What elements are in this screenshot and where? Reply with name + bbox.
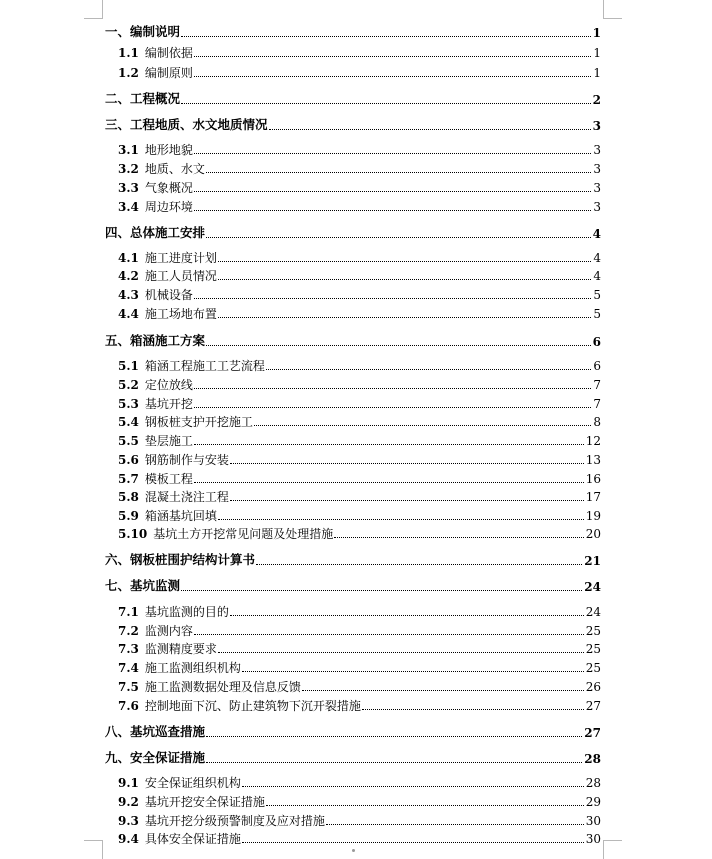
- toc-section-entry[interactable]: [118, 435, 601, 447]
- toc-entry-title: 安全保证组织机构: [144, 776, 241, 790]
- toc-page-number: 1: [593, 66, 601, 80]
- toc-dot-leader: [326, 824, 584, 825]
- toc-dot-leader: [230, 615, 584, 616]
- toc-dot-leader: [334, 537, 583, 538]
- toc-dot-leader: [194, 191, 591, 192]
- toc-page-number: 24: [584, 579, 601, 594]
- toc-section-entry[interactable]: [118, 777, 601, 789]
- toc-page-number: 30: [585, 814, 601, 828]
- toc-section-entry[interactable]: [118, 379, 601, 391]
- toc-dot-leader: [230, 463, 584, 464]
- toc-entry-title: 施工人员情况: [144, 269, 217, 283]
- toc-dot-leader: [194, 76, 591, 77]
- toc-entry-number: 5.6: [118, 453, 139, 467]
- toc-dot-leader: [181, 36, 591, 37]
- toc-entry-title: 基坑开挖: [144, 397, 193, 411]
- toc-page-number: 21: [584, 553, 601, 568]
- toc-chapter-entry[interactable]: [105, 227, 601, 240]
- toc-section-entry[interactable]: [118, 681, 601, 693]
- toc-page-number: 30: [585, 832, 601, 846]
- toc-dot-leader: [206, 762, 582, 763]
- toc-entry-title: 模板工程: [144, 472, 193, 486]
- toc-section-entry[interactable]: [118, 398, 601, 410]
- toc-entry-number: 9.2: [118, 795, 139, 809]
- toc-entry-title: 九、安全保证措施: [105, 750, 206, 765]
- toc-entry-title: 定位放线: [144, 378, 193, 392]
- toc-dot-leader: [181, 590, 582, 591]
- toc-page-number: 17: [585, 490, 601, 504]
- toc-dot-leader: [302, 690, 584, 691]
- toc-page-number: 27: [585, 699, 601, 713]
- toc-entry-number: 5.3: [118, 397, 139, 411]
- toc-dot-leader: [242, 786, 584, 787]
- toc-section-entry[interactable]: [118, 201, 601, 213]
- toc-chapter-entry[interactable]: [105, 119, 601, 132]
- toc-section-entry[interactable]: [118, 833, 601, 845]
- toc-entry-number: 9.1: [118, 776, 139, 790]
- toc-chapter-entry[interactable]: [105, 26, 601, 39]
- toc-dot-leader: [218, 279, 591, 280]
- toc-entry-title: 基坑开挖安全保证措施: [144, 795, 265, 809]
- toc-section-entry[interactable]: [118, 308, 601, 320]
- toc-dot-leader: [266, 369, 591, 370]
- toc-entry-title: 八、基坑巡查措施: [105, 724, 206, 739]
- toc-page-number: 12: [585, 434, 601, 448]
- toc-entry-number: 4.2: [118, 269, 139, 283]
- toc-page-number: 25: [585, 624, 601, 638]
- toc-entry-number: 5.5: [118, 434, 139, 448]
- toc-section-entry[interactable]: [118, 796, 601, 808]
- toc-dot-leader: [194, 56, 591, 57]
- toc-dot-leader: [362, 709, 584, 710]
- toc-page-number: 28: [585, 776, 601, 790]
- toc-entry-number: 4.3: [118, 288, 139, 302]
- toc-dot-leader: [194, 298, 591, 299]
- toc-entry-number: 7.2: [118, 624, 139, 638]
- toc-entry-number: 7.1: [118, 605, 139, 619]
- toc-entry-title: 基坑土方开挖常见问题及处理措施: [153, 527, 334, 541]
- toc-entry-title: 七、基坑监测: [105, 578, 181, 593]
- toc-page-number: 19: [585, 509, 601, 523]
- toc-section-entry[interactable]: [118, 662, 601, 674]
- toc-page-number: 3: [593, 200, 601, 214]
- toc-page-number: 27: [584, 725, 601, 740]
- toc-dot-leader: [206, 237, 591, 238]
- toc-section-entry[interactable]: [118, 270, 601, 282]
- toc-chapter-entry[interactable]: [105, 726, 601, 739]
- toc-entry-title: 机械设备: [144, 288, 193, 302]
- toc-dot-leader: [194, 444, 584, 445]
- toc-dot-leader: [194, 210, 591, 211]
- toc-page-number: 3: [593, 162, 601, 176]
- toc-entry-title: 监测内容: [144, 624, 193, 638]
- toc-section-entry[interactable]: [118, 528, 601, 540]
- toc-dot-leader: [194, 407, 591, 408]
- toc-entry-title: 垫层施工: [144, 434, 193, 448]
- toc-entry-number: 3.3: [118, 181, 139, 195]
- toc-page-number: 1: [592, 25, 601, 40]
- toc-page-number: 13: [585, 453, 601, 467]
- toc-section-entry[interactable]: [118, 144, 601, 156]
- toc-section-entry[interactable]: [118, 815, 601, 827]
- toc-entry-title: 编制依据: [144, 46, 193, 60]
- toc-entry-number: 7.3: [118, 642, 139, 656]
- toc-dot-leader: [230, 500, 584, 501]
- toc-page-number: 5: [593, 307, 601, 321]
- toc-page-number: 25: [585, 642, 601, 656]
- toc-section-entry[interactable]: [118, 182, 601, 194]
- toc-entry-title: 箱涵基坑回填: [144, 509, 217, 523]
- toc-dot-leader: [206, 736, 582, 737]
- toc-entry-title: 钢筋制作与安装: [144, 453, 229, 467]
- toc-dot-leader: [256, 564, 582, 565]
- toc-chapter-entry[interactable]: [105, 93, 601, 106]
- toc-page-number: 24: [585, 605, 601, 619]
- toc-page-number: 26: [585, 680, 601, 694]
- toc-page-number: 3: [593, 143, 601, 157]
- toc-section-entry[interactable]: [118, 67, 601, 79]
- toc-page-number: 3: [593, 181, 601, 195]
- toc-entry-title: 基坑监测的目的: [144, 605, 229, 619]
- toc-entry-number: 4.4: [118, 307, 139, 321]
- toc-entry-title: 四、总体施工安排: [105, 225, 206, 240]
- toc-dot-leader: [194, 482, 584, 483]
- toc-dot-leader: [194, 634, 584, 635]
- toc-page-number: 16: [585, 472, 601, 486]
- toc-dot-leader: [218, 317, 591, 318]
- toc-entry-number: 5.1: [118, 359, 139, 373]
- toc-dot-leader: [242, 671, 584, 672]
- toc-section-entry[interactable]: [118, 510, 601, 522]
- toc-entry-title: 施工场地布置: [144, 307, 217, 321]
- toc-dot-leader: [181, 103, 591, 104]
- toc-chapter-entry[interactable]: [105, 554, 601, 567]
- toc-dot-leader: [194, 153, 591, 154]
- toc-entry-number: 5.10: [118, 527, 148, 541]
- toc-entry-number: 9.3: [118, 814, 139, 828]
- toc-section-entry[interactable]: [118, 252, 601, 264]
- toc-entry-number: 7.4: [118, 661, 139, 675]
- toc-entry-number: 4.1: [118, 251, 139, 265]
- toc-chapter-entry[interactable]: [105, 752, 601, 765]
- toc-dot-leader: [194, 388, 591, 389]
- toc-entry-title: 施工监测组织机构: [144, 661, 241, 675]
- toc-dot-leader: [266, 805, 584, 806]
- toc-page-number: 28: [584, 751, 601, 766]
- toc-entry-title: 地质、水文: [144, 162, 205, 176]
- toc-entry-number: 5.4: [118, 415, 139, 429]
- toc-page-number: 3: [592, 118, 601, 133]
- toc-entry-number: 1.2: [118, 66, 139, 80]
- toc-section-entry[interactable]: [118, 491, 601, 503]
- toc-entry-title: 地形地貌: [144, 143, 193, 157]
- toc-page-number: 20: [585, 527, 601, 541]
- toc-dot-leader: [218, 519, 584, 520]
- toc-section-entry[interactable]: [118, 47, 601, 59]
- toc-page-number: 4: [593, 251, 601, 265]
- toc-section-entry[interactable]: [118, 163, 601, 175]
- toc-entry-title: 监测精度要求: [144, 642, 217, 656]
- toc-dot-leader: [218, 261, 591, 262]
- toc-chapter-entry[interactable]: [105, 335, 601, 348]
- toc-entry-number: 5.7: [118, 472, 139, 486]
- toc-section-entry[interactable]: [118, 289, 601, 301]
- toc-entry-number: 5.8: [118, 490, 139, 504]
- toc-section-entry[interactable]: [118, 416, 601, 428]
- toc-entry-number: 5.9: [118, 509, 139, 523]
- toc-section-entry[interactable]: [118, 625, 601, 637]
- toc-entry-title: 钢板桩支护开挖施工: [144, 415, 253, 429]
- toc-entry-number: 3.1: [118, 143, 139, 157]
- toc-entry-number: 3.2: [118, 162, 139, 176]
- toc-page-number: 6: [592, 334, 601, 349]
- toc-page-number: 7: [593, 378, 601, 392]
- toc-dot-leader: [218, 652, 584, 653]
- toc-page-number: 25: [585, 661, 601, 675]
- toc-dot-leader: [206, 172, 591, 173]
- toc-entry-title: 五、箱涵施工方案: [105, 333, 206, 348]
- toc-entry-title: 周边环境: [144, 200, 193, 214]
- toc-entry-title: 箱涵工程施工工艺流程: [144, 359, 265, 373]
- toc-entry-number: 1.1: [118, 46, 139, 60]
- toc-entry-title: 气象概况: [144, 181, 193, 195]
- toc-entry-title: 六、钢板桩围护结构计算书: [105, 552, 256, 567]
- toc-entry-number: 3.4: [118, 200, 139, 214]
- toc-entry-title: 基坑开挖分级预警制度及应对措施: [144, 814, 325, 828]
- toc-entry-number: 7.6: [118, 699, 139, 713]
- toc-entry-title: 编制原则: [144, 66, 193, 80]
- toc-page-number: 4: [592, 226, 601, 241]
- toc-dot-leader: [242, 842, 584, 843]
- toc-page-number: 1: [593, 46, 601, 60]
- toc-dot-leader: [269, 129, 591, 130]
- toc-entry-title: 施工监测数据处理及信息反馈: [144, 680, 301, 694]
- toc-entry-title: 混凝土浇注工程: [144, 490, 229, 504]
- toc-section-entry[interactable]: [118, 643, 601, 655]
- toc-entry-title: 控制地面下沉、防止建筑物下沉开裂措施: [144, 699, 361, 713]
- toc-entry-number: 7.5: [118, 680, 139, 694]
- toc-dot-leader: [206, 345, 591, 346]
- toc-chapter-entry[interactable]: [105, 580, 601, 593]
- toc-page-number: 5: [593, 288, 601, 302]
- toc-section-entry[interactable]: [118, 606, 601, 618]
- toc-entry-number: 5.2: [118, 378, 139, 392]
- toc-page-number: 29: [585, 795, 601, 809]
- toc-page-number: 8: [593, 415, 601, 429]
- toc-entry-title: 二、工程概况: [105, 91, 181, 106]
- toc-entry-title: 具体安全保证措施: [144, 832, 241, 846]
- toc-dot-leader: [254, 425, 591, 426]
- toc-page-number: 7: [593, 397, 601, 411]
- toc-entry-title: 施工进度计划: [144, 251, 217, 265]
- toc-page-number: 2: [592, 92, 601, 107]
- toc-entry-number: 9.4: [118, 832, 139, 846]
- toc-page-number: 4: [593, 269, 601, 283]
- toc-entry-title: 一、编制说明: [105, 24, 181, 39]
- toc-section-entry[interactable]: [118, 700, 601, 712]
- toc-section-entry[interactable]: [118, 360, 601, 372]
- toc-section-entry[interactable]: [118, 454, 601, 466]
- toc-entry-title: 三、工程地质、水文地质情况: [105, 117, 268, 132]
- toc-section-entry[interactable]: [118, 473, 601, 485]
- toc-page-number: 6: [593, 359, 601, 373]
